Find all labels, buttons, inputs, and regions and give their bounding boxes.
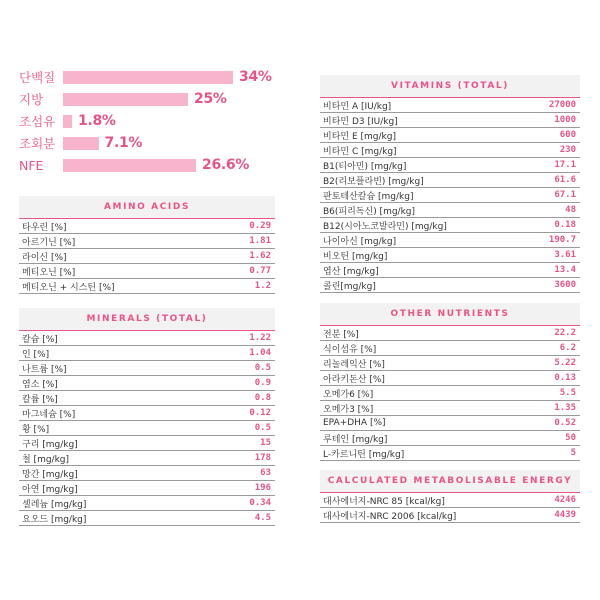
nutrient-value: 1.04 (249, 348, 271, 358)
table-row (19, 249, 275, 264)
nutrient-value: 4246 (554, 495, 576, 505)
table-row (320, 158, 580, 173)
vitamins-title: VITAMINS (TOTAL) (320, 75, 580, 98)
nutrient-value: 27000 (548, 100, 576, 110)
nutrient-name: 오메가3 [%] (323, 404, 374, 415)
nutrient-value: 0.77 (249, 266, 271, 276)
macro-bar (63, 137, 99, 150)
table-row (320, 218, 580, 233)
nutrient-name: 황 [%] (22, 424, 50, 435)
table-row (19, 391, 275, 406)
nutrient-value: 13.4 (554, 265, 576, 275)
nutrient-value: 190.7 (548, 235, 576, 245)
nutrient-value: 63 (260, 468, 271, 478)
table-row (320, 98, 580, 113)
nutrient-name: 루테인 [mg/kg] (323, 434, 388, 445)
nutrient-name: 나트륨 [%] (22, 364, 67, 375)
nutrient-value: 1.2 (254, 281, 271, 291)
table-row (19, 264, 275, 279)
nutrient-name: 망간 [mg/kg] (22, 469, 78, 480)
table-row (320, 493, 580, 508)
table-row (320, 401, 580, 416)
macro-row (19, 134, 142, 152)
energy-panel (320, 470, 580, 523)
table-row (320, 326, 580, 341)
nutrient-value: 4.5 (254, 513, 271, 523)
macro-label: NFE (19, 157, 44, 173)
nutrient-name: 마그네슘 [%] (22, 409, 76, 420)
table-row (320, 371, 580, 386)
nutrient-name: 비타민 C [mg/kg] (323, 146, 397, 157)
table-row (320, 416, 580, 431)
table-row (19, 346, 275, 361)
minerals-panel (19, 308, 275, 526)
table-row (19, 234, 275, 249)
table-row (320, 431, 580, 446)
nutrient-name: 식이섬유 [%] (323, 344, 377, 355)
table-row (19, 361, 275, 376)
nutrient-value: 0.34 (249, 498, 271, 508)
nutrient-value: 5 (570, 448, 576, 458)
nutrient-name: 아르기닌 [%] (22, 237, 76, 248)
table-row (19, 466, 275, 481)
macro-row (19, 90, 227, 108)
nutrient-name: 라이신 [%] (22, 252, 67, 263)
nutrient-value: 1.35 (554, 403, 576, 413)
nutrient-value: 0.8 (254, 393, 271, 403)
nutrient-value: 50 (565, 433, 576, 443)
nutrient-name: 전분 [%] (323, 329, 359, 340)
nutrient-value: 4439 (554, 510, 576, 520)
macro-value: 26.6% (202, 157, 250, 173)
macro-row (19, 112, 116, 130)
nutrient-value: 0.5 (254, 363, 271, 373)
nutrient-name: 판토테산칼슘 [mg/kg] (323, 191, 414, 202)
nutrient-name: 대사에너지-NRC 85 [kcal/kg] (323, 496, 445, 507)
table-row (19, 511, 275, 526)
other-nutrients-rows (320, 326, 580, 461)
table-row (19, 279, 275, 294)
table-row (320, 386, 580, 401)
nutrient-name: L-카르니틴 [mg/kg] (323, 449, 405, 460)
nutrient-value: 3600 (554, 280, 576, 290)
nutrient-value: 1000 (554, 115, 576, 125)
nutrient-value: 67.1 (554, 190, 576, 200)
nutrient-name: 요오드 [mg/kg] (22, 514, 87, 525)
table-row (19, 219, 275, 234)
macro-bar (63, 71, 233, 84)
nutrient-name: 대사에너지-NRC 2006 [kcal/kg] (323, 511, 457, 522)
nutrient-value: 0.52 (554, 418, 576, 428)
table-row (320, 278, 580, 293)
table-row (320, 263, 580, 278)
macro-label: 지방 (19, 92, 44, 107)
nutrient-value: 22.2 (554, 328, 576, 338)
macro-row (19, 156, 249, 174)
nutrient-name: 비오틴 [mg/kg] (323, 251, 388, 262)
nutrient-value: 230 (559, 145, 576, 155)
nutrient-name: 염소 [%] (22, 379, 58, 390)
table-row (320, 203, 580, 218)
nutrient-name: 나이아신 [mg/kg] (323, 236, 397, 247)
vitamins-panel (320, 75, 580, 293)
nutrient-name: 구리 [mg/kg] (22, 439, 78, 450)
macro-value: 34% (239, 69, 272, 85)
nutrient-value: 1.22 (249, 333, 271, 343)
table-row (320, 446, 580, 461)
nutrient-value: 178 (254, 453, 271, 463)
nutrient-value: 0.5 (254, 423, 271, 433)
macro-bar (63, 115, 72, 128)
table-row (320, 173, 580, 188)
nutrient-value: 196 (254, 483, 271, 493)
nutrient-value: 0.13 (554, 373, 576, 383)
amino-acids-rows (19, 219, 275, 294)
other-nutrients-title: OTHER NUTRIENTS (320, 303, 580, 326)
table-row (19, 436, 275, 451)
nutrient-name: EPA+DHA [%] (323, 418, 386, 428)
nutrient-value: 3.61 (554, 250, 576, 260)
nutrient-value: 48 (565, 205, 576, 215)
nutrient-name: 비타민 A [IU/kg] (323, 101, 392, 112)
macro-bar (63, 93, 188, 106)
table-row (19, 481, 275, 496)
table-row (19, 376, 275, 391)
nutrient-name: 비타민 D3 [IU/kg] (323, 116, 398, 127)
minerals-rows (19, 331, 275, 526)
amino-acids-title: AMINO ACIDS (19, 196, 275, 219)
nutrient-value: 5.5 (559, 388, 576, 398)
nutrient-name: 비타민 E [mg/kg] (323, 131, 396, 142)
macro-label: 단백질 (19, 70, 56, 85)
table-row (320, 128, 580, 143)
nutrient-value: 17.1 (554, 160, 576, 170)
energy-title: CALCULATED METABOLISABLE ENERGY (320, 470, 580, 493)
nutrient-name: 오메가6 [%] (323, 389, 374, 400)
nutrient-value: 5.22 (554, 358, 576, 368)
nutrient-name: 인 [%] (22, 349, 50, 360)
nutrient-value: 600 (559, 130, 576, 140)
nutrient-name: 칼슘 [%] (22, 334, 58, 345)
energy-rows (320, 493, 580, 523)
nutrient-value: 1.81 (249, 236, 271, 246)
nutrient-name: 칼륨 [%] (22, 394, 58, 405)
nutrient-name: B6(피리독신) [mg/kg] (323, 206, 416, 217)
nutrient-name: B2(리보플라빈) [mg/kg] (323, 176, 424, 187)
nutrient-name: 타우린 [%] (22, 222, 67, 233)
table-row (19, 451, 275, 466)
table-row (320, 188, 580, 203)
nutrient-name: 철 [mg/kg] (22, 454, 70, 465)
minerals-title: MINERALS (TOTAL) (19, 308, 275, 331)
nutrient-value: 0.9 (254, 378, 271, 388)
table-row (320, 233, 580, 248)
nutrient-value: 15 (260, 438, 271, 448)
nutrient-name: 엽산 [mg/kg] (323, 266, 379, 277)
nutrient-name: B1(티아민) [mg/kg] (323, 161, 407, 172)
table-row (19, 331, 275, 346)
table-row (320, 248, 580, 263)
amino-acids-panel (19, 196, 275, 294)
nutrient-name: 아연 [mg/kg] (22, 484, 78, 495)
table-row (320, 341, 580, 356)
macro-row (19, 68, 272, 86)
nutrient-value: 0.18 (554, 220, 576, 230)
nutrient-name: 메티오닌 [%] (22, 267, 76, 278)
nutrient-value: 0.12 (249, 408, 271, 418)
macro-label: 조회분 (19, 136, 56, 151)
table-row (19, 421, 275, 436)
table-row (320, 113, 580, 128)
nutrient-name: 메티오닌 + 시스틴 [%] (22, 282, 115, 293)
macro-value: 1.8% (78, 113, 116, 129)
table-row (320, 356, 580, 371)
macro-bar (63, 159, 196, 172)
nutrient-name: 콜린[mg/kg] (323, 281, 376, 292)
table-row (320, 143, 580, 158)
nutrient-name: 아라키돈산 [%] (323, 374, 385, 385)
macro-value: 7.1% (104, 135, 143, 151)
macro-label: 조섬유 (19, 114, 56, 129)
nutrient-name: B12(시아노코발라민) [mg/kg] (323, 221, 447, 232)
nutrient-value: 6.2 (559, 343, 576, 353)
vitamins-rows (320, 98, 580, 293)
nutrient-name: 리놀레익산 [%] (323, 359, 385, 370)
table-row (320, 508, 580, 523)
nutrient-value: 1.62 (249, 251, 271, 261)
nutrient-value: 61.6 (554, 175, 576, 185)
table-row (19, 406, 275, 421)
other-nutrients-panel (320, 303, 580, 461)
table-row (19, 496, 275, 511)
nutrient-name: 셀레늄 [mg/kg] (22, 499, 87, 510)
nutrient-value: 0.29 (249, 221, 271, 231)
macro-value: 25% (194, 91, 227, 107)
